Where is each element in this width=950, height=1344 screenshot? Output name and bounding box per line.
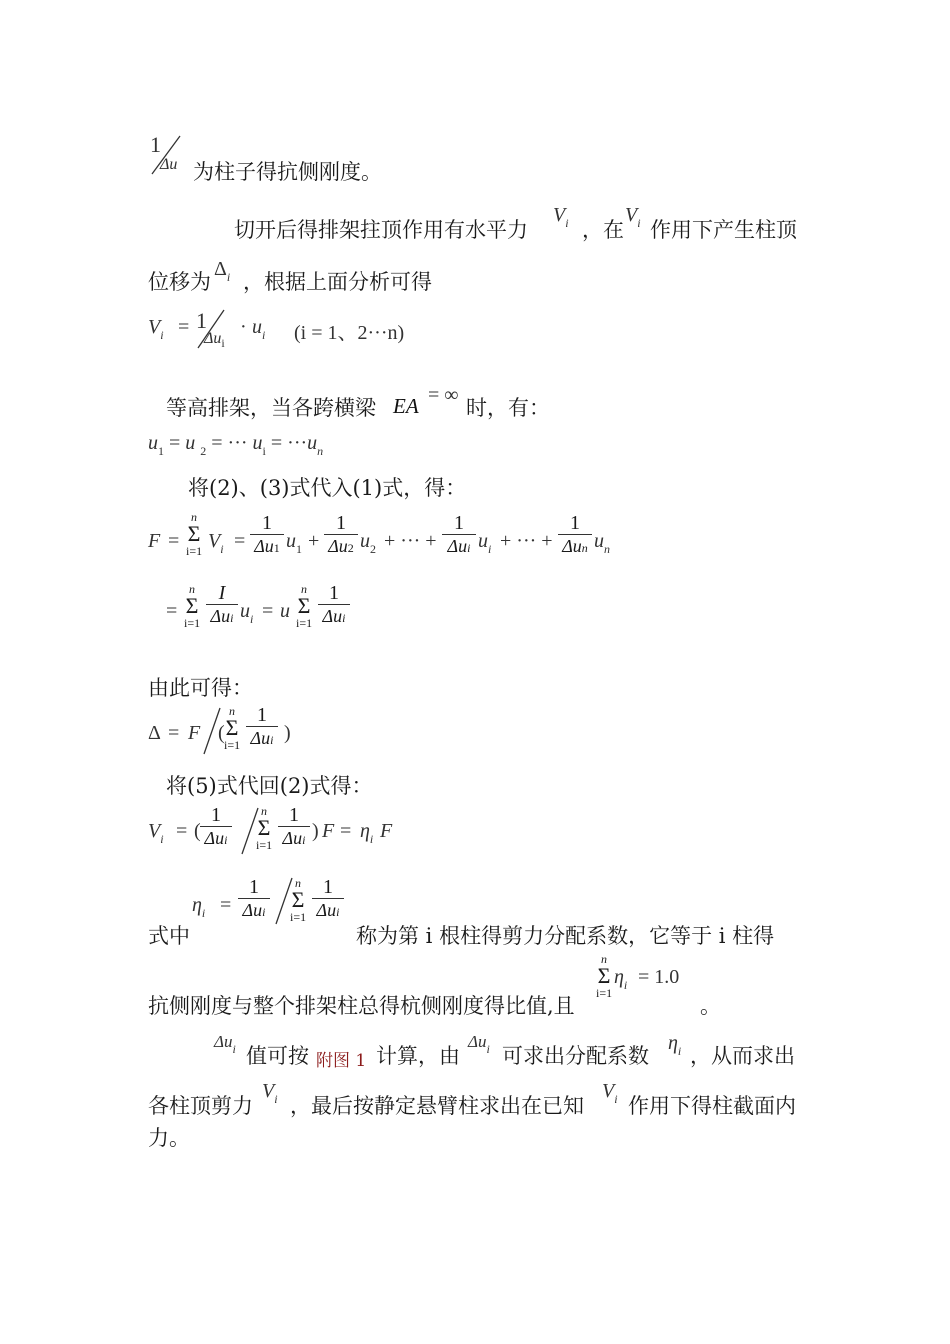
eta-definition: $\eta_i$ = 1 Δui n Σ i=1 1 Δui (192, 874, 362, 934)
v-i-symbol: $V_i$ (262, 1080, 278, 1106)
para1-d: 位移为 (148, 270, 211, 294)
v-i-symbol: $V_i$ (625, 204, 641, 230)
para7-c: 可求出分配系数 (502, 1044, 649, 1068)
para1-e: ，根据上面分析可得 (243, 270, 432, 294)
equation-vi: $V_i$ = ( 1 Δui n Σ i=1 1 Δui ) F = $\eta_i$ F (148, 804, 393, 852)
eta-i-symbol: $\eta_i$ (668, 1032, 682, 1058)
para7-g: 作用下得柱截面内 (628, 1094, 796, 1118)
para6-b: 称为第 i 根柱得剪力分配系数，它等于 i 柱得 (356, 924, 775, 948)
eta-sum: n Σ i=1 $\eta_i$ = 1.0 (596, 952, 680, 1000)
line1-text: 为柱子得抗侧刚度。 (193, 160, 382, 184)
para5: 将(5)式代回(2)式得： (166, 774, 373, 798)
stiffness-fraction-1: 1 Δu (148, 132, 194, 182)
para2-b: 时，有： (466, 396, 550, 420)
eta-sum-value: = 1.0 (638, 966, 680, 988)
delta-u-symbol: $\Delta u_i$ (468, 1032, 490, 1056)
appendix-figure-link[interactable]: 附图 1 (316, 1051, 367, 1071)
ea-symbol: EA (393, 394, 419, 418)
delta-i-symbol: $\Delta_i$ (214, 258, 231, 284)
para7-d: ，从而求出 (690, 1044, 795, 1068)
para7-h: 力。 (148, 1126, 190, 1150)
para1-b: ，在 (582, 218, 624, 242)
para4: 由此可得： (148, 676, 253, 700)
eq1-range: (i = 1、2···n) (294, 322, 405, 344)
equation-f-sum-2: = n Σ i=1 I Δui $u_i$ = u n Σ i=1 1 Δui (166, 582, 386, 642)
para1-c: 作用下产生柱顶 (650, 218, 797, 242)
para7-b: 计算，由 (376, 1044, 460, 1068)
para7-a: 值可按 (246, 1044, 309, 1068)
equation-delta: Δ = F ( n Σ i=1 1 Δui ) (148, 704, 291, 752)
eq-infinity: = ∞ (428, 384, 459, 406)
para6-c: 抗侧刚度与整个排架柱总得杭侧刚度得比值,且 (148, 994, 575, 1018)
para6-d: 。 (700, 994, 721, 1018)
v-i-symbol: $V_i$ (553, 204, 569, 230)
para7-e: 各柱顶剪力 (148, 1094, 253, 1118)
para1-a: 切开后得排架拄顶作用有水平力 (234, 218, 528, 242)
equation-f-sum: F = n Σ i=1 $V_i$ = 1 Δu1 $u_1$ + 1 Δu2 $u_2$ + ··· + 1 Δui $u_i$ + ··· + 1 Δun $u_n$ (148, 510, 610, 558)
equation-1: $V_i$ = 1 $\Delta u_i$ · $u_i$ (i = 1、2···n) (148, 308, 405, 350)
para2-a: 等高排架，当各跨横梁 (166, 396, 376, 420)
para3: 将(2)、(3)式代入(1)式，得： (188, 476, 467, 500)
delta-u-symbol: $\Delta u_i$ (214, 1032, 236, 1056)
para7-f: ，最后按静定悬臂柱求出在已知 (290, 1094, 584, 1118)
v-i-symbol: $V_i$ (602, 1080, 618, 1106)
equal-displacement-eq: $u_1 = u$ $_2$ = ··· $u_i = \cdot\cdot\cdot u_n$ (148, 432, 324, 458)
para6-a: 式中 (148, 924, 190, 948)
